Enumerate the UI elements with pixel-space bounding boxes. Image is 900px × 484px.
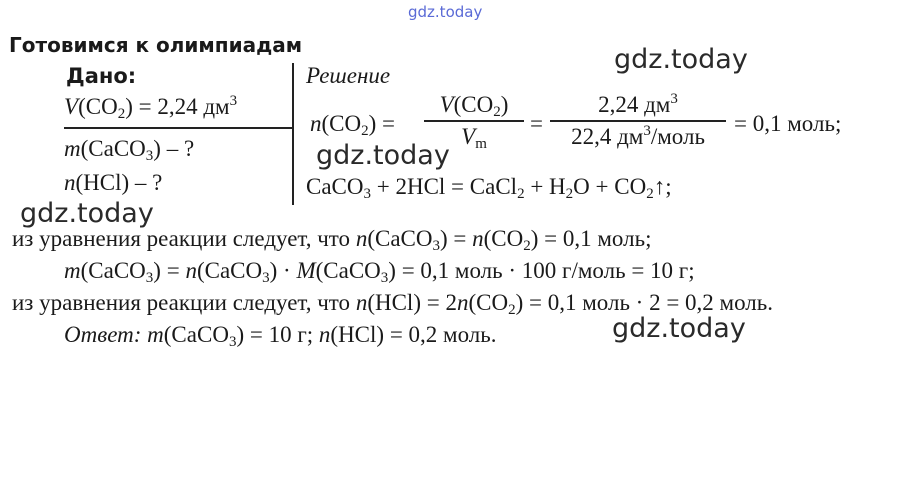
watermark-bottom: gdz.today — [612, 313, 746, 344]
watermark-left: gdz.today — [20, 198, 154, 229]
section-heading: Готовимся к олимпиадам — [9, 33, 303, 57]
n-co2-lhs: $n(CO_2)$ = — [310, 111, 396, 139]
answer-label: Ответ: — [64, 322, 142, 347]
fraction-bar — [550, 120, 726, 122]
given-divider — [64, 127, 293, 129]
watermark-middle: gdz.today — [316, 140, 450, 171]
watermark-right-top: gdz.today — [614, 44, 748, 75]
find-mass: m(CaCO$_3$) – ? — [64, 136, 195, 164]
fraction-numeric-denominator: 22,4 $дм^3$/моль — [571, 123, 705, 149]
fraction-v-numerator: $V(CO_2)$ — [439, 92, 509, 120]
fraction-v-over-vm — [424, 92, 524, 150]
equals-sign: = — [530, 111, 543, 136]
line-1: из уравнения реакции следует, что n(CaCO$_3$) = $n(CO_2) = 0,1$ моль; — [12, 226, 652, 254]
answer-line: Ответ: m(CaCO$_3$) = 10 г; n(HCl) = 0,2 моль. — [64, 322, 497, 350]
fraction-numeric-numerator: 2,24 $дм^3$ — [598, 91, 678, 117]
fraction-v-denominator: $V_m$ — [461, 124, 487, 152]
solution-label: Решение — [306, 63, 391, 88]
amount-result: = 0,1 моль; — [734, 111, 842, 136]
given-label: Дано: — [66, 64, 137, 88]
fraction-numeric — [550, 92, 726, 150]
watermark-top: gdz.today — [408, 3, 483, 21]
line-3: из уравнения реакции следует, что $n(HCl) = 2n(CO_2) = 0,1$ моль · 2 = 0,2 моль. — [12, 290, 774, 318]
given-volume: $V(CO_2) = 2,24$ $дм^3$ — [64, 93, 238, 122]
find-amount: n(HCl) – ? — [64, 170, 163, 195]
reaction-equation: CaCO$_3$ + 2HCl = CaCl$_2$ + $H_2O$ + $CO_2↑$; — [306, 174, 672, 202]
line-2: m(CaCO$_3$) = n(CaCO$_3$) · M(CaCO$_3$) = 0,1 моль · 100 г/моль = 10 г; — [64, 258, 695, 286]
fraction-bar — [424, 120, 524, 122]
given-vertical-divider — [292, 63, 294, 205]
